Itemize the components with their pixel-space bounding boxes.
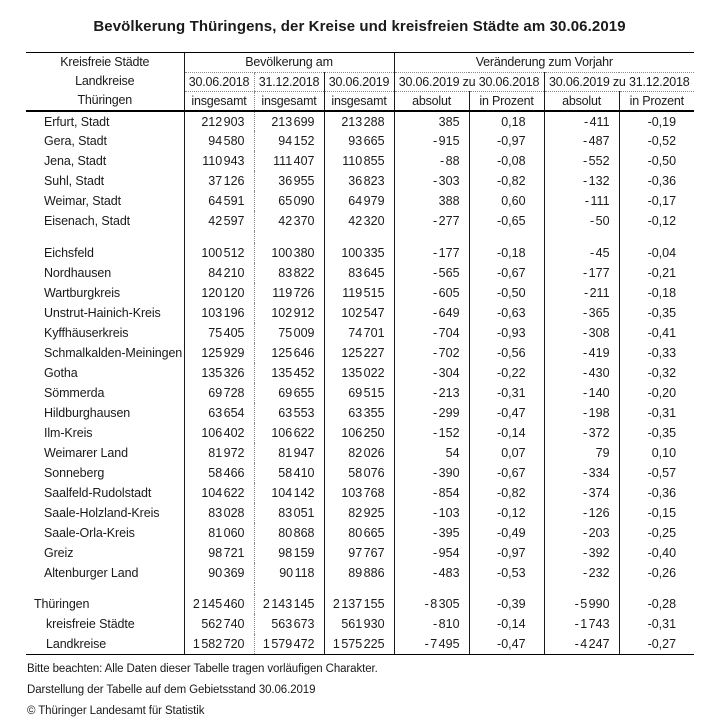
value-cell: - 140 — [544, 383, 619, 403]
value-cell: - 430 — [544, 363, 619, 383]
value-cell: -0,14 — [469, 614, 544, 634]
value-cell: -0,04 — [619, 243, 694, 263]
value-cell: - 390 — [394, 463, 469, 483]
value-cell: 94 580 — [184, 131, 254, 151]
row-header-cell — [26, 53, 184, 112]
value-cell: 1 582 720 — [184, 634, 254, 654]
measure-header: insgesamt — [324, 92, 394, 112]
value-cell: - 8 305 — [394, 594, 469, 614]
value-cell: -0,12 — [619, 211, 694, 231]
value-cell: - 7 495 — [394, 634, 469, 654]
value-cell: -0,63 — [469, 303, 544, 323]
value-cell: 84 210 — [184, 263, 254, 283]
gap-cell — [184, 583, 254, 594]
value-cell: - 198 — [544, 403, 619, 423]
table-row — [26, 323, 694, 343]
value-cell: 81 972 — [184, 443, 254, 463]
value-cell: -0,97 — [469, 131, 544, 151]
region-name: Saale-Holzland-Kreis — [44, 506, 160, 520]
value-cell: - 88 — [394, 151, 469, 171]
gap-cell — [619, 583, 694, 594]
value-cell: -0,47 — [469, 403, 544, 423]
value-cell: -0,27 — [619, 634, 694, 654]
value-cell: -0,36 — [619, 483, 694, 503]
value-cell: 98 159 — [254, 543, 324, 563]
value-cell: 102 547 — [324, 303, 394, 323]
change-subgroup-header: 30.06.2019 zu 30.06.2018 — [394, 72, 544, 92]
value-cell: -0,22 — [469, 363, 544, 383]
value-cell: 110 855 — [324, 151, 394, 171]
region-name: kreisfreie Städte — [46, 617, 135, 631]
value-cell: 97 767 — [324, 543, 394, 563]
value-cell: 2 145 460 — [184, 594, 254, 614]
value-cell: 104 142 — [254, 483, 324, 503]
value-cell: 213 699 — [254, 111, 324, 131]
gap-cell — [469, 231, 544, 243]
value-cell: 63 355 — [324, 403, 394, 423]
value-cell: - 565 — [394, 263, 469, 283]
value-cell: - 487 — [544, 131, 619, 151]
change-subgroup-header: 30.06.2019 zu 31.12.2018 — [544, 72, 694, 92]
table-row — [26, 614, 694, 634]
value-cell: 36 955 — [254, 171, 324, 191]
value-cell: 1 575 225 — [324, 634, 394, 654]
region-name: Saale-Orla-Kreis — [44, 526, 135, 540]
value-cell: -0,31 — [619, 614, 694, 634]
value-cell: -0,25 — [619, 523, 694, 543]
value-cell: 388 — [394, 191, 469, 211]
value-cell: 102 912 — [254, 303, 324, 323]
table-row — [26, 343, 694, 363]
region-name: Saalfeld-Rudolstadt — [44, 486, 152, 500]
value-cell: -0,14 — [469, 423, 544, 443]
table-row — [26, 151, 694, 171]
value-cell: - 308 — [544, 323, 619, 343]
value-cell: 106 402 — [184, 423, 254, 443]
value-cell: - 132 — [544, 171, 619, 191]
value-cell: -0,17 — [619, 191, 694, 211]
value-cell: - 483 — [394, 563, 469, 583]
value-cell: 1 579 472 — [254, 634, 324, 654]
region-name: Schmalkalden-Meiningen — [44, 346, 183, 360]
value-cell: -0,26 — [619, 563, 694, 583]
table-row — [26, 131, 694, 151]
value-cell: 69 728 — [184, 383, 254, 403]
value-cell: - 411 — [544, 111, 619, 131]
value-cell: 0,10 — [619, 443, 694, 463]
region-name: Weimar, Stadt — [44, 194, 121, 208]
table-row — [26, 171, 694, 191]
table-body — [26, 111, 694, 654]
region-name: Sonneberg — [44, 466, 105, 480]
value-cell: -0,40 — [619, 543, 694, 563]
value-cell: 106 250 — [324, 423, 394, 443]
value-cell: 562 740 — [184, 614, 254, 634]
value-cell: 103 196 — [184, 303, 254, 323]
table-row — [26, 594, 694, 614]
gap-cell — [544, 231, 619, 243]
value-cell: 58 466 — [184, 463, 254, 483]
value-cell: -0,18 — [469, 243, 544, 263]
value-cell: 93 665 — [324, 131, 394, 151]
value-cell: - 111 — [544, 191, 619, 211]
table-row — [26, 111, 694, 131]
gap-cell — [254, 231, 324, 243]
value-cell: - 605 — [394, 283, 469, 303]
value-cell: 125 227 — [324, 343, 394, 363]
region-name: Thüringen — [34, 597, 90, 611]
value-cell: 103 768 — [324, 483, 394, 503]
value-cell: -0,67 — [469, 263, 544, 283]
region-name: Erfurt, Stadt — [44, 114, 110, 129]
value-cell: -0,65 — [469, 211, 544, 231]
value-cell: -0,67 — [469, 463, 544, 483]
value-cell: - 299 — [394, 403, 469, 423]
gap-cell — [26, 583, 184, 594]
population-group-header: Bevölkerung am — [184, 53, 394, 73]
gap-cell — [394, 231, 469, 243]
gap-cell — [544, 583, 619, 594]
value-cell: 89 886 — [324, 563, 394, 583]
value-cell: - 213 — [394, 383, 469, 403]
value-cell: -0,57 — [619, 463, 694, 483]
value-cell: - 232 — [544, 563, 619, 583]
region-name: Eisenach, Stadt — [44, 214, 131, 228]
value-cell: - 810 — [394, 614, 469, 634]
gap-cell — [26, 231, 184, 243]
value-cell: 104 622 — [184, 483, 254, 503]
value-cell: 63 654 — [184, 403, 254, 423]
value-cell: - 211 — [544, 283, 619, 303]
value-cell: -0,39 — [469, 594, 544, 614]
value-cell: 83 822 — [254, 263, 324, 283]
table-row — [26, 563, 694, 583]
gap-cell — [469, 583, 544, 594]
value-cell: - 702 — [394, 343, 469, 363]
value-cell: 119 726 — [254, 283, 324, 303]
value-cell: 119 515 — [324, 283, 394, 303]
value-cell: - 177 — [544, 263, 619, 283]
value-cell: - 303 — [394, 171, 469, 191]
row-header-line-3: Thüringen — [77, 93, 132, 107]
value-cell: 120 120 — [184, 283, 254, 303]
region-name: Sömmerda — [44, 386, 105, 400]
value-cell: 135 326 — [184, 363, 254, 383]
table-row — [26, 463, 694, 483]
region-name: Unstrut-Hainich-Kreis — [44, 306, 161, 320]
table-row — [26, 211, 694, 231]
value-cell: - 45 — [544, 243, 619, 263]
value-cell: -0,20 — [619, 383, 694, 403]
value-cell: - 1 743 — [544, 614, 619, 634]
value-cell: 125 929 — [184, 343, 254, 363]
value-cell: -0,97 — [469, 543, 544, 563]
value-cell: -0,31 — [619, 403, 694, 423]
value-cell: 64 979 — [324, 191, 394, 211]
value-cell: 82 925 — [324, 503, 394, 523]
footnotes — [27, 663, 719, 717]
value-cell: - 395 — [394, 523, 469, 543]
value-cell: -0,50 — [469, 283, 544, 303]
value-cell: 100 512 — [184, 243, 254, 263]
value-cell: -0,41 — [619, 323, 694, 343]
value-cell: - 126 — [544, 503, 619, 523]
region-name: Eichsfeld — [44, 246, 94, 260]
row-header-line-2: Landkreise — [75, 74, 135, 88]
measure-header: insgesamt — [184, 92, 254, 112]
value-cell: 135 452 — [254, 363, 324, 383]
value-cell: 80 868 — [254, 523, 324, 543]
value-cell: 42 320 — [324, 211, 394, 231]
gap-cell — [619, 231, 694, 243]
value-cell: -0,15 — [619, 503, 694, 523]
value-cell: - 915 — [394, 131, 469, 151]
value-cell: -0,49 — [469, 523, 544, 543]
value-cell: 111 407 — [254, 151, 324, 171]
value-cell: 90 118 — [254, 563, 324, 583]
value-cell: 58 076 — [324, 463, 394, 483]
value-cell: -0,32 — [619, 363, 694, 383]
value-cell: 74 701 — [324, 323, 394, 343]
value-cell: 42 597 — [184, 211, 254, 231]
value-cell: -0,35 — [619, 303, 694, 323]
value-cell: 135 022 — [324, 363, 394, 383]
value-cell: 69 515 — [324, 383, 394, 403]
region-name: Suhl, Stadt — [44, 174, 105, 188]
value-cell: - 277 — [394, 211, 469, 231]
value-cell: -0,21 — [619, 263, 694, 283]
table-row — [26, 443, 694, 463]
row-header-line-1: Kreisfreie Städte — [60, 55, 150, 69]
value-cell: 80 665 — [324, 523, 394, 543]
value-cell: 2 137 155 — [324, 594, 394, 614]
region-name: Altenburger Land — [44, 566, 139, 580]
value-cell: -0,35 — [619, 423, 694, 443]
value-cell: - 50 — [544, 211, 619, 231]
measure-header: absolut — [394, 92, 469, 112]
value-cell: -0,36 — [619, 171, 694, 191]
value-cell: - 304 — [394, 363, 469, 383]
value-cell: -0,08 — [469, 151, 544, 171]
value-cell: -0,82 — [469, 483, 544, 503]
region-name: Ilm-Kreis — [44, 426, 93, 440]
region-name: Landkreise — [26, 634, 184, 654]
change-group-header: Veränderung zum Vorjahr — [394, 53, 694, 73]
table-row — [26, 423, 694, 443]
value-cell: 385 — [394, 111, 469, 131]
value-cell: 90 369 — [184, 563, 254, 583]
value-cell: - 954 — [394, 543, 469, 563]
gap-cell — [324, 583, 394, 594]
measure-header: absolut — [544, 92, 619, 112]
footnote-territorial-status: Darstellung der Tabelle auf dem Gebietsstand 30.06.2019 — [27, 683, 316, 696]
value-cell: 83 645 — [324, 263, 394, 283]
value-cell: -0,52 — [619, 131, 694, 151]
value-cell: 82 026 — [324, 443, 394, 463]
footnote-copyright: © Thüringer Landesamt für Statistik — [27, 704, 205, 717]
value-cell: 75 405 — [184, 323, 254, 343]
value-cell: 98 721 — [184, 543, 254, 563]
value-cell: 561 930 — [324, 614, 394, 634]
date-column-header: 30.06.2019 — [324, 72, 394, 92]
date-column-header: 30.06.2018 — [184, 72, 254, 92]
table-row — [26, 634, 694, 654]
value-cell: 212 903 — [184, 111, 254, 131]
table-row — [26, 303, 694, 323]
value-cell: 94 152 — [254, 131, 324, 151]
value-cell: - 203 — [544, 523, 619, 543]
value-cell: 83 028 — [184, 503, 254, 523]
value-cell: -0,56 — [469, 343, 544, 363]
table-row — [26, 283, 694, 303]
value-cell: 63 553 — [254, 403, 324, 423]
footnote-provisional: Bitte beachten: Alle Daten dieser Tabelle tragen vorläufigen Charakter. — [27, 662, 378, 675]
value-cell: 0,60 — [469, 191, 544, 211]
value-cell: - 177 — [394, 243, 469, 263]
value-cell: 213 288 — [324, 111, 394, 131]
gap-cell — [254, 583, 324, 594]
value-cell: -0,47 — [469, 634, 544, 654]
value-cell: -0,53 — [469, 563, 544, 583]
value-cell: 81 947 — [254, 443, 324, 463]
value-cell: 100 380 — [254, 243, 324, 263]
population-table — [26, 52, 694, 655]
value-cell: 563 673 — [254, 614, 324, 634]
value-cell: - 334 — [544, 463, 619, 483]
value-cell: - 552 — [544, 151, 619, 171]
value-cell: 100 335 — [324, 243, 394, 263]
region-name: Wartburgkreis — [44, 286, 121, 300]
value-cell: - 5 990 — [544, 594, 619, 614]
value-cell: 110 943 — [184, 151, 254, 171]
value-cell: 42 370 — [254, 211, 324, 231]
value-cell: -0,82 — [469, 171, 544, 191]
value-cell: -0,93 — [469, 323, 544, 343]
value-cell: 75 009 — [254, 323, 324, 343]
table-row — [26, 403, 694, 423]
value-cell: 106 622 — [254, 423, 324, 443]
table-row — [26, 523, 694, 543]
value-cell: - 152 — [394, 423, 469, 443]
value-cell: 2 143 145 — [254, 594, 324, 614]
table-row — [26, 383, 694, 403]
value-cell: 65 090 — [254, 191, 324, 211]
value-cell: -0,28 — [619, 594, 694, 614]
measure-header: in Prozent — [469, 92, 544, 112]
value-cell: 125 646 — [254, 343, 324, 363]
value-cell: -0,50 — [619, 151, 694, 171]
value-cell: 79 — [544, 443, 619, 463]
table-row — [26, 263, 694, 283]
gap-cell — [184, 231, 254, 243]
table-row — [26, 503, 694, 523]
table-row — [26, 243, 694, 263]
value-cell: - 103 — [394, 503, 469, 523]
region-name: Greiz — [44, 546, 74, 560]
value-cell: -0,31 — [469, 383, 544, 403]
table-header — [26, 53, 694, 112]
table-row — [26, 363, 694, 383]
value-cell: 36 823 — [324, 171, 394, 191]
region-name: Weimarer Land — [44, 446, 128, 460]
region-name: Nordhausen — [44, 266, 112, 280]
table-row — [26, 483, 694, 503]
value-cell: - 419 — [544, 343, 619, 363]
value-cell: - 854 — [394, 483, 469, 503]
measure-header: insgesamt — [254, 92, 324, 112]
value-cell: 0,18 — [469, 111, 544, 131]
section-gap — [26, 231, 694, 243]
value-cell: - 392 — [544, 543, 619, 563]
value-cell: 54 — [394, 443, 469, 463]
value-cell: 69 655 — [254, 383, 324, 403]
value-cell: -0,12 — [469, 503, 544, 523]
value-cell: -0,19 — [619, 111, 694, 131]
value-cell: 81 060 — [184, 523, 254, 543]
date-column-header: 31.12.2018 — [254, 72, 324, 92]
value-cell: 37 126 — [184, 171, 254, 191]
value-cell: - 4 247 — [544, 634, 619, 654]
value-cell: 64 591 — [184, 191, 254, 211]
section-gap — [26, 583, 694, 594]
value-cell: - 365 — [544, 303, 619, 323]
region-name: Kyffhäuserkreis — [44, 326, 129, 340]
value-cell: - 372 — [544, 423, 619, 443]
value-cell: - 649 — [394, 303, 469, 323]
region-name: Gotha — [44, 366, 78, 380]
region-name: Jena, Stadt — [44, 154, 107, 168]
table-row — [26, 543, 694, 563]
value-cell: -0,33 — [619, 343, 694, 363]
value-cell: - 704 — [394, 323, 469, 343]
measure-header: in Prozent — [619, 92, 694, 112]
region-name: Hildburghausen — [44, 406, 131, 420]
page-title: Bevölkerung Thüringens, der Kreise und kreisfreien Städte am 30.06.2019 — [93, 18, 626, 35]
gap-cell — [394, 583, 469, 594]
value-cell: -0,18 — [619, 283, 694, 303]
value-cell: - 374 — [544, 483, 619, 503]
value-cell: 0,07 — [469, 443, 544, 463]
value-cell: 83 051 — [254, 503, 324, 523]
gap-cell — [324, 231, 394, 243]
table-row — [26, 191, 694, 211]
region-name: Gera, Stadt — [44, 134, 107, 148]
value-cell: 58 410 — [254, 463, 324, 483]
